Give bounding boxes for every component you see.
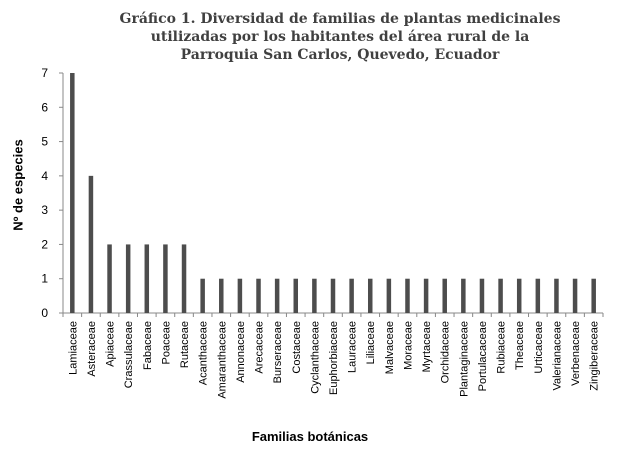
x-tick-label-lamiaceae: Lamiaceae — [67, 321, 80, 375]
x-tick-label-moraceae: Moraceae — [402, 321, 415, 370]
y-tick-label: 3 — [41, 203, 48, 218]
y-tick-labels — [41, 66, 48, 320]
bar-apiaceae — [107, 244, 112, 313]
y-axis-label: Nº de especies — [10, 139, 26, 231]
x-tick-label-portulacaceae: Portulacaceae — [476, 321, 489, 392]
x-tick-label-rutaceae: Rutaceae — [179, 321, 192, 369]
x-tick-label-plantaginaceae: Plantaginaceae — [458, 321, 471, 397]
bar-costaceae — [294, 279, 299, 313]
x-tick-label-fabaceae: Fabaceae — [141, 321, 154, 370]
bar-valerianaceae — [554, 279, 559, 313]
bar-theaceae — [517, 279, 522, 313]
x-tick-label-poaceae: Poaceae — [160, 321, 173, 365]
bar-amaranthaceae — [219, 279, 224, 313]
bar-euphorbiaceae — [331, 279, 336, 313]
bar-arecaceae — [256, 279, 261, 313]
x-tick-label-annonaceae: Annonaceae — [234, 321, 247, 383]
bar-urticaceae — [536, 279, 541, 313]
x-tick-label-malvaceae: Malvaceae — [383, 321, 396, 375]
y-tick-label: 7 — [41, 66, 48, 80]
x-tick-label-urticaceae: Urticaceae — [532, 321, 545, 374]
bar-burseraceae — [275, 279, 280, 313]
bar-crassulaceae — [126, 244, 131, 313]
bar-poaceae — [163, 244, 168, 313]
x-tick-label-costaceae: Costaceae — [290, 321, 303, 374]
x-tick-label-crassulaceae: Crassulaceae — [123, 321, 136, 389]
x-tick-label-burseraceae: Burseraceae — [272, 321, 285, 384]
bar-liliaceae — [368, 279, 373, 313]
bar-asteraceae — [89, 176, 94, 313]
bar-myrtaceae — [424, 279, 429, 313]
bar-rubiaceae — [498, 279, 503, 313]
x-tick-labels — [67, 321, 600, 399]
bar-portulacaceae — [480, 279, 485, 313]
x-tick-label-apiaceae: Apiaceae — [104, 321, 117, 367]
x-tick-label-theaceae: Theaceae — [514, 321, 527, 370]
y-tick-label: 4 — [41, 168, 48, 183]
bar-cyclanthaceae — [312, 279, 317, 313]
bar-annonaceae — [238, 279, 243, 313]
x-tick-label-amaranthaceae: Amaranthaceae — [216, 321, 229, 399]
y-tick-label: 1 — [41, 271, 48, 286]
x-tick-label-cyclanthaceae: Cyclanthaceae — [309, 321, 322, 394]
bar-orchidaceae — [442, 279, 447, 313]
y-tick-label: 2 — [41, 237, 48, 252]
x-tick-label-acanthaceae: Acanthaceae — [197, 321, 210, 386]
bar-lamiaceae — [70, 73, 75, 313]
x-tick-label-valerianaceae: Valerianaceae — [551, 321, 564, 391]
x-tick-label-euphorbiaceae: Euphorbiaceae — [328, 321, 340, 396]
x-axis-label: Familias botánicas — [251, 429, 369, 444]
x-tick-label-rubiaceae: Rubiaceae — [495, 320, 508, 374]
chart-bars — [70, 73, 596, 313]
x-tick-label-verbenaceae: Verbenaceae — [570, 321, 583, 386]
bar-acanthaceae — [200, 279, 205, 313]
chart-title-line-2: utilizadas por los habitantes del área rural de la — [150, 29, 530, 45]
x-tick-label-asteraceae: Asteraceae — [85, 321, 98, 377]
x-tick-label-liliaceae: Liliaceae — [365, 321, 378, 365]
bar-zingiberaceae — [591, 279, 596, 313]
chart-title-line-3: Parroquia San Carlos, Quevedo, Ecuador — [180, 47, 500, 63]
bar-verbenaceae — [573, 279, 578, 313]
bar-moraceae — [405, 279, 410, 313]
bar-malvaceae — [387, 279, 392, 313]
x-tick-label-zingiberaceae: Zingiberaceae — [588, 321, 601, 391]
y-tick-label: 6 — [41, 100, 48, 115]
y-tick-label: 0 — [41, 306, 48, 320]
chart-title-line-1: Gráfico 1. Diversidad de familias de plantas medicinales — [119, 11, 561, 27]
bar-lauraceae — [349, 279, 354, 313]
x-tick-label-lauraceae: Lauraceae — [346, 321, 359, 373]
bar-plantaginaceae — [461, 279, 466, 313]
x-tick-label-arecaceae: Arecaceae — [253, 321, 266, 374]
x-tick-label-orchidaceae: Orchidaceae — [439, 321, 452, 384]
y-tick-label: 5 — [41, 134, 48, 149]
bar-rutaceae — [182, 244, 187, 313]
x-tick-label-myrtaceae: Myrtaceae — [421, 321, 434, 373]
bar-fabaceae — [145, 244, 150, 313]
